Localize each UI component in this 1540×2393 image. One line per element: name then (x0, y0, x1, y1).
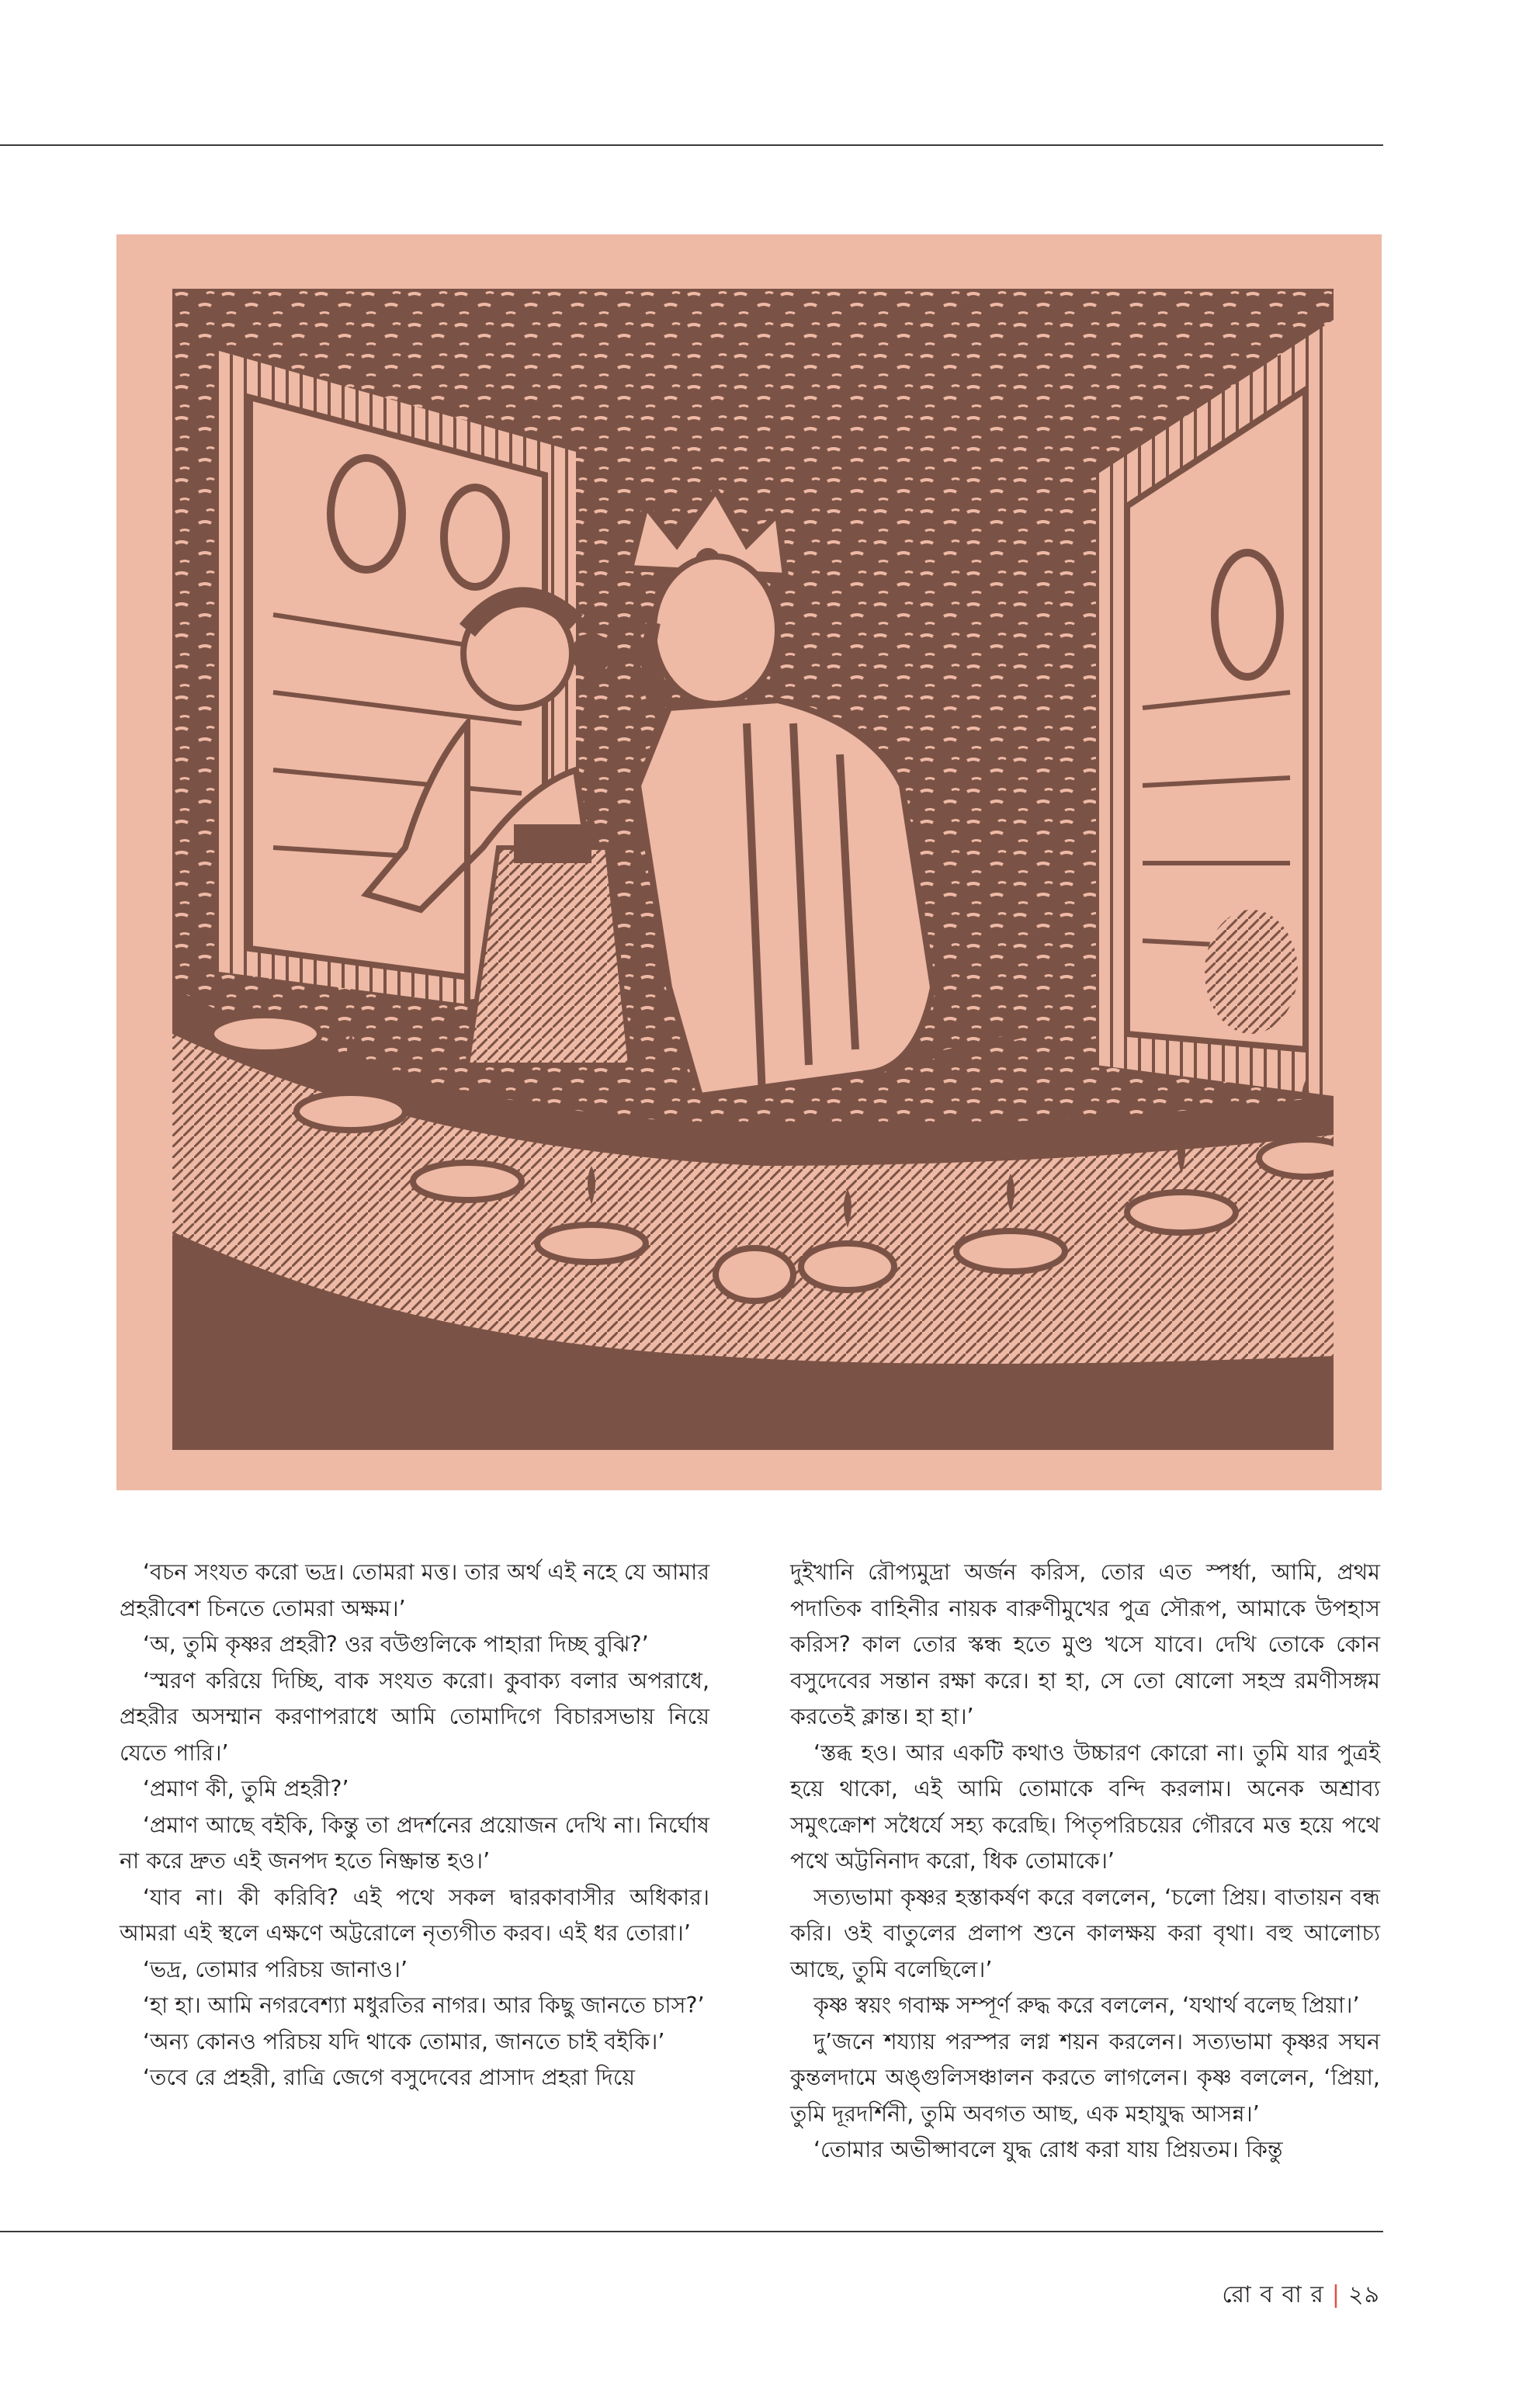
paragraph: ‘অ, তুমি কৃষ্ণর প্রহরী? ওর বউগুলিকে পাহারা দিচ্ছ বুঝি?’ (143, 1632, 649, 1657)
paragraph: ‘তবে রে প্রহরী, রাত্রি জেগে বসুদেবের প্রাসাদ প্রহরা দিয়ে (143, 2065, 636, 2090)
paragraph: ‘হা হা। আমি নগরবেশ্যা মধুরতির নাগর। আর কিছু জানতে চাস?’ (143, 1992, 705, 2018)
paragraph: ‘প্রমাণ কী, তুমি প্রহরী?’ (143, 1776, 349, 1802)
paragraph: ‘যাব না। কী করিবি? এই পথে সকল দ্বারকাবাসীর অধিকার। আমরা এই স্থলে এক্ষণে অট্টরোলে নৃত্যগীত করব। এই ধর তোরা।’ (120, 1884, 709, 1946)
paragraph: ‘প্রমাণ আছে বইকি, কিন্তু তা প্রদর্শনের প্রয়োজন দেখি না। নির্ঘোষ না করে দ্রুত এই জনপদ হতে নিষ্ক্রান্ত হও।’ (120, 1812, 709, 1874)
paragraph: ‘অন্য কোনও পরিচয় যদি থাকে তোমার, জানতে চাই বইকি।’ (143, 2028, 665, 2055)
paragraph: ‘ভদ্র, তোমার পরিচয় জানাও।’ (143, 1956, 408, 1982)
page-number: ২৯ (1348, 2281, 1380, 2308)
woodcut-illustration (172, 289, 1334, 1450)
paragraph: ‘তোমার অভীপ্সাবলে যুদ্ধ রোধ করা যায় প্রিয়তম। কিন্তু (813, 2137, 1283, 2162)
paragraph: ‘স্মরণ করিয়ে দিচ্ছি, বাক সংযত করো। কুবাক্য বলার অপরাধে, প্রহরীর অসম্মান করণাপরাধে আমি তোমাদিগে বিচারসভায় নিয়ে যেতে পারি।’ (120, 1667, 709, 1766)
paragraph: ‘বচন সংযত করো ভদ্র। তোমরা মত্ত। তার অর্থ এই নহে যে আমার প্রহরীবেশ চিনতে তোমরা অক্ষম।’ (120, 1559, 709, 1621)
paragraph: দুইখানি রৌপ্যমুদ্রা অর্জন করিস, তোর এত স্পর্ধা, আমি, প্রথম পদাতিক বাহিনীর নায়ক বারুণীমুখের পুত্র সৌরূপ, আমাকে উপহাস করিস? কাল তোর স্কন্ধ হতে মুণ্ড খসে যাবে। দেখি তোকে কোন বসুদেবের সন্তান রক্ষা করে। হা হা, সে তো ষোলো সহস্র রমণীসঙ্গম করতেই ক্লান্ত। হা হা।’ (790, 1559, 1380, 1729)
page-footer (1222, 2276, 1380, 2315)
top-rule (0, 144, 1383, 146)
footer-separator: | (1331, 2281, 1341, 2308)
paragraph: দু’জনে শয্যায় পরস্পর লগ্ন শয়ন করলেন। সত্যভামা কৃষ্ণর সঘন কুন্তলদামে অঙ্গুলিসঞ্চালন করতে লাগলেন। কৃষ্ণ বললেন, ‘প্রিয়া, তুমি দূরদর্শিনী, তুমি অবগত আছ, এক মহাযুদ্ধ আসন্ন।’ (790, 2028, 1380, 2127)
right-text-column (790, 1555, 1380, 2169)
paragraph: সত্যভামা কৃষ্ণর হস্তাকর্ষণ করে বললেন, ‘চলো প্রিয়। বাতায়ন বন্ধ করি। ওই বাতুলের প্রলাপ শুনে কালক্ষয় করা বৃথা। বহু আলোচ্য আছে, তুমি বলেছিলে।’ (790, 1884, 1380, 1982)
magazine-name: রো ব বা র (1222, 2281, 1324, 2308)
left-text-column (120, 1555, 709, 2096)
paragraph: ‘স্তব্ধ হও। আর একটি কথাও উচ্চারণ কোরো না। তুমি যার পুত্রই হয়ে থাকো, এই আমি তোমাকে বন্দি করলাম। অনেক অশ্রাব্য সমুৎক্রোশ সধৈর্যে সহ্য করেছি। পিতৃপরিচয়ের গৌরবে মত্ত হয়ে পথে পথে অট্টনিনাদ করো, ধিক তোমাকে।’ (790, 1739, 1380, 1874)
paragraph: কৃষ্ণ স্বয়ং গবাক্ষ সম্পূর্ণ রুদ্ধ করে বললেন, ‘যথার্থ বলেছ প্রিয়া।’ (813, 1992, 1360, 2018)
bottom-rule (0, 2231, 1383, 2232)
illustration-frame (116, 234, 1382, 1490)
